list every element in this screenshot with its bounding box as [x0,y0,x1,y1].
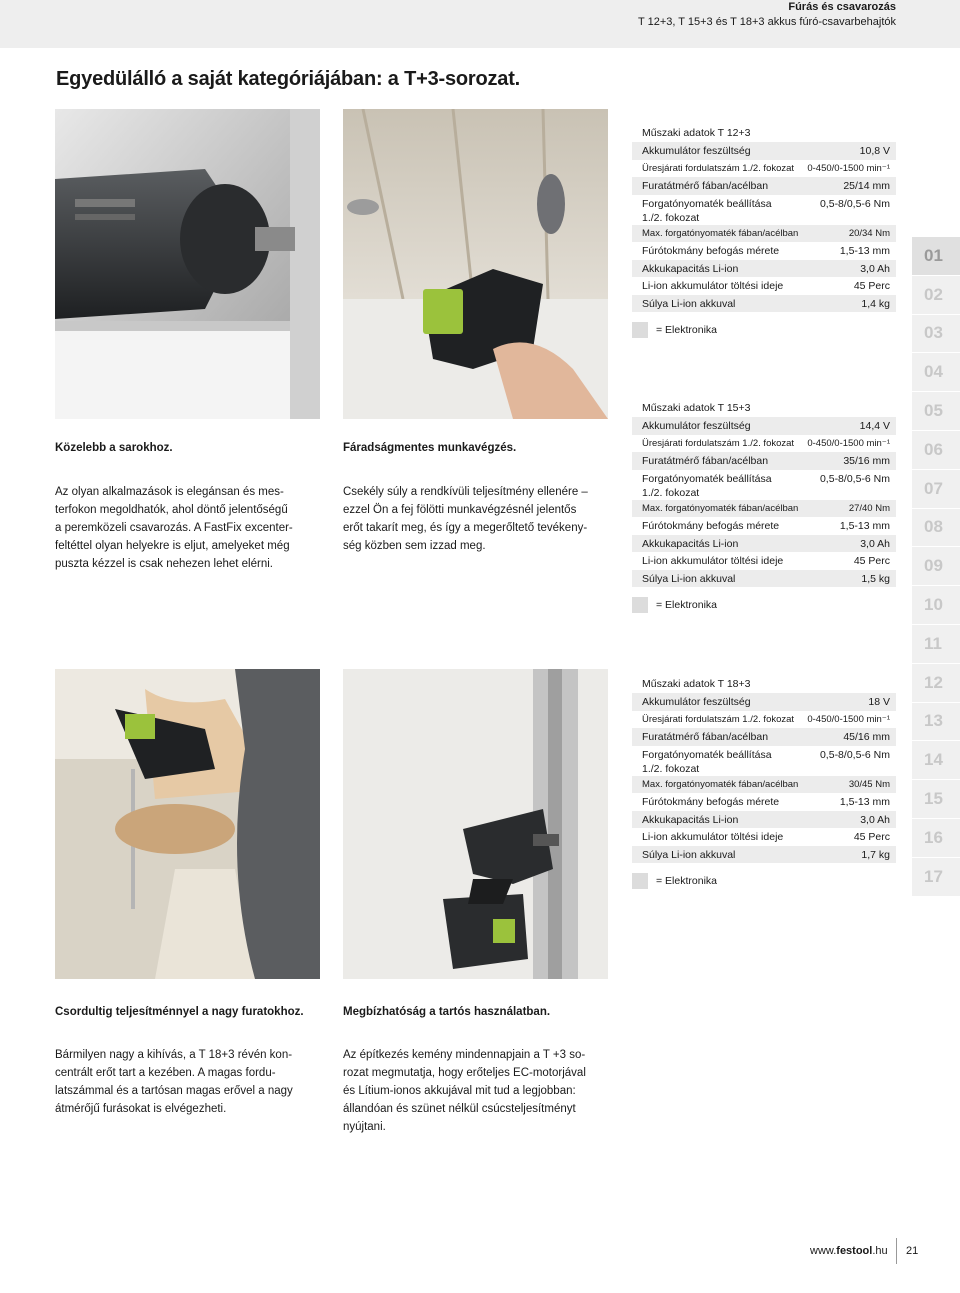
spec-row: Li-ion akkumulátor töltési ideje 45 Perc [642,555,890,567]
photo-metal-frame [343,669,608,979]
feature-heading-1: Közelebb a sarokhoz. [55,442,173,454]
legend-electronics: = Elektronika [632,322,896,338]
spec-row: Üresjárati fordulatszám 1./2. fokozat 0-450/0-1500 min⁻¹ [642,162,890,174]
feature-heading-3: Csordultig teljesítménnyel a nagy furatokhoz. [55,1006,304,1018]
spec-row: Fúrótokmány befogás mérete 1,5-13 mm [642,245,890,257]
feature-text-3: Bármilyen nagy a kihívás, a T 18+3 révén kon- centrált erőt tart a kezében. A magas fordu- latszámmal és a tartósan magas erővel a nagy átmérőjű furásokat is elvégezheti. [55,1049,293,1115]
spec-row: Max. forgatónyomaték fában/acélban 27/40 Nm [632,500,896,518]
spec-row: Akkumulátor feszültség 18 V [632,693,896,711]
feature-text-4: Az építkezés kemény mindennapjain a T +3 so- rozat megmutatja, hogy erőteljes EC-motorjával és Lítium-ionos akkujával mit tud a legjobban: állandóan és szünet nélkül csúcsteljesítményt nyújtani. [343,1049,586,1133]
spec-table-t15 [632,399,896,613]
spec-row: Akkukapacitás Li-ion 3,0 Ah [632,535,896,553]
spec-row: Fúrótokmány befogás mérete 1,5-13 mm [642,796,890,808]
spec-row: Súlya Li-ion akkuval 1,4 kg [632,295,896,313]
electronics-square-icon [632,873,648,889]
legend-electronics: = Elektronika [632,597,896,613]
chapter-tab-01[interactable]: 01 [912,237,960,275]
spec-row: Forgatónyomaték beállítása 1./2. fokozat 0,5-8/0,5-6 Nm [642,472,890,499]
chapter-tab-15[interactable]: 15 [912,780,960,818]
feature-heading-4: Megbízhatóság a tartós használatban. [343,1006,551,1018]
spec-row: Max. forgatónyomaték fában/acélban 30/45 Nm [632,776,896,794]
spec-row: Furatátmérő fában/acélban 45/16 mm [632,728,896,746]
legend-electronics: = Elektronika [632,873,896,889]
chapter-tab-13[interactable]: 13 [912,703,960,741]
spec-heading: Műszaki adatok T 12+3 [642,127,751,139]
spec-heading: Műszaki adatok T 15+3 [642,402,751,414]
footer-url[interactable]: www.festool.hu [810,1245,888,1257]
feature-heading-2: Fáradságmentes munkavégzés. [343,442,517,454]
chapter-tab-10[interactable]: 10 [912,586,960,624]
chapter-tab-02[interactable]: 02 [912,276,960,314]
page-header [0,0,960,48]
spec-row: Furatátmérő fában/acélban 35/16 mm [632,452,896,470]
chapter-tab-16[interactable]: 16 [912,819,960,857]
spec-row: Akkumulátor feszültség 14,4 V [632,417,896,435]
spec-row: Akkumulátor feszültség 10,8 V [632,142,896,160]
spec-row: Akkukapacitás Li-ion 3,0 Ah [632,811,896,829]
chapter-tab-08[interactable]: 08 [912,509,960,547]
photo-drill-closeup [55,109,320,419]
section-subtitle: T 12+3, T 15+3 és T 18+3 akkus fúró-csavarbehajtók [638,16,896,28]
chapter-tab-03[interactable]: 03 [912,315,960,353]
spec-table-t18 [632,675,896,889]
electronics-square-icon [632,322,648,338]
spec-heading: Műszaki adatok T 18+3 [642,678,751,690]
photo-large-hole-drilling [55,669,320,979]
page-number: 21 [906,1245,919,1257]
feature-text-2: Csekély súly a rendkívüli teljesítmény ellenére – ezzel Ön a fej fölötti munkavégzésnél jelentős erőt takarít meg, és így a megerőltető tevékeny- ség közben sem izzad meg. [343,486,588,552]
chapter-tab-07[interactable]: 07 [912,470,960,508]
chapter-tab-12[interactable]: 12 [912,664,960,702]
footer-divider [896,1238,897,1264]
chapter-tabs [912,237,960,897]
spec-row: Fúrótokmány befogás mérete 1,5-13 mm [642,520,890,532]
page-title: Egyedülálló a saját kategóriájában: a T+3-sorozat. [56,68,521,90]
spec-row: Forgatónyomaték beállítása 1./2. fokozat 0,5-8/0,5-6 Nm [642,748,890,775]
spec-row: Üresjárati fordulatszám 1./2. fokozat 0-450/0-1500 min⁻¹ [642,713,890,725]
section-title: Fúrás és csavarozás [788,1,896,13]
chapter-tab-06[interactable]: 06 [912,431,960,469]
electronics-square-icon [632,597,648,613]
spec-row: Súlya Li-ion akkuval 1,7 kg [632,846,896,864]
spec-row: Súlya Li-ion akkuval 1,5 kg [632,570,896,588]
chapter-tab-17[interactable]: 17 [912,858,960,896]
spec-row: Li-ion akkumulátor töltési ideje 45 Perc [642,280,890,292]
spec-row: Üresjárati fordulatszám 1./2. fokozat 0-450/0-1500 min⁻¹ [642,437,890,449]
spec-table-t12 [632,124,896,338]
chapter-tab-11[interactable]: 11 [912,625,960,663]
spec-row: Furatátmérő fában/acélban 25/14 mm [632,177,896,195]
chapter-tab-14[interactable]: 14 [912,741,960,779]
chapter-tab-05[interactable]: 05 [912,392,960,430]
feature-text-1: Az olyan alkalmazások is elegánsan és mes- terfokon megoldhatók, ahol döntő jelentőségű a peremközeli csavarozás. A FastFix excenter- feltéttel olyan helyekre is eljut, amelyeket még puszta kézzel is csak nehezen lehet elérni. [55,486,293,570]
chapter-tab-04[interactable]: 04 [912,353,960,391]
spec-row: Max. forgatónyomaték fában/acélban 20/34 Nm [632,225,896,243]
photo-overhead-drilling [343,109,608,419]
chapter-tab-09[interactable]: 09 [912,547,960,585]
spec-row: Forgatónyomaték beállítása 1./2. fokozat 0,5-8/0,5-6 Nm [642,197,890,224]
spec-row: Li-ion akkumulátor töltési ideje 45 Perc [642,831,890,843]
spec-row: Akkukapacitás Li-ion 3,0 Ah [632,260,896,278]
